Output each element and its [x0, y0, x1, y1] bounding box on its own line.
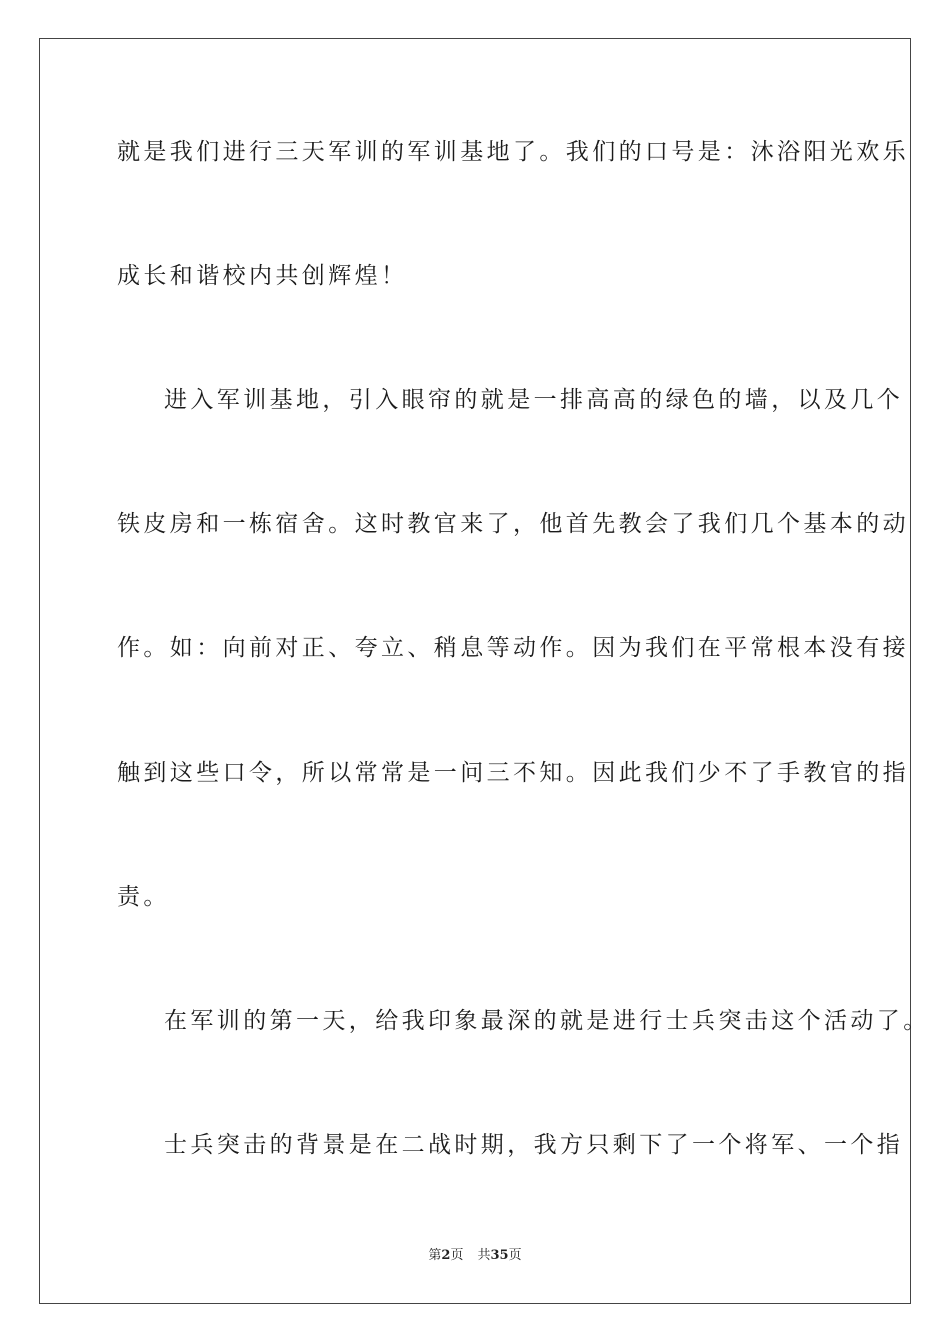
footer-total-prefix: 共 — [477, 1248, 491, 1263]
text-line-4: 铁皮房和一栋宿舍。这时教官来了，他首先教会了我们几个基本的动 — [117, 511, 909, 537]
text-line-9: 士兵突击的背景是在二战时期，我方只剩下了一个将军、一个指 — [164, 1132, 904, 1158]
text-line-2: 成长和谐校内共创辉煌！ — [117, 263, 408, 289]
text-line-3: 进入军训基地，引入眼帘的就是一排高高的绿色的墙，以及几个 — [164, 387, 904, 413]
page-frame — [39, 38, 911, 1304]
footer-page-number: 2 — [441, 1248, 451, 1263]
text-line-6: 触到这些口令，所以常常是一问三不知。因此我们少不了手教官的指 — [117, 760, 909, 786]
footer-page-prefix: 第 — [428, 1248, 442, 1263]
text-line-5: 作。如：向前对正、夸立、稍息等动作。因为我们在平常根本没有接 — [117, 635, 909, 661]
text-line-1: 就是我们进行三天军训的军训基地了。我们的口号是：沐浴阳光欢乐 — [117, 139, 909, 165]
text-line-7: 责。 — [117, 884, 170, 910]
page-footer — [0, 1246, 950, 1266]
footer-page-suffix: 页 — [450, 1248, 464, 1263]
footer-total-pages: 35 — [490, 1248, 509, 1263]
footer-total-suffix: 页 — [508, 1248, 522, 1263]
text-line-8: 在军训的第一天，给我印象最深的就是进行士兵突击这个活动了。 — [164, 1008, 930, 1034]
